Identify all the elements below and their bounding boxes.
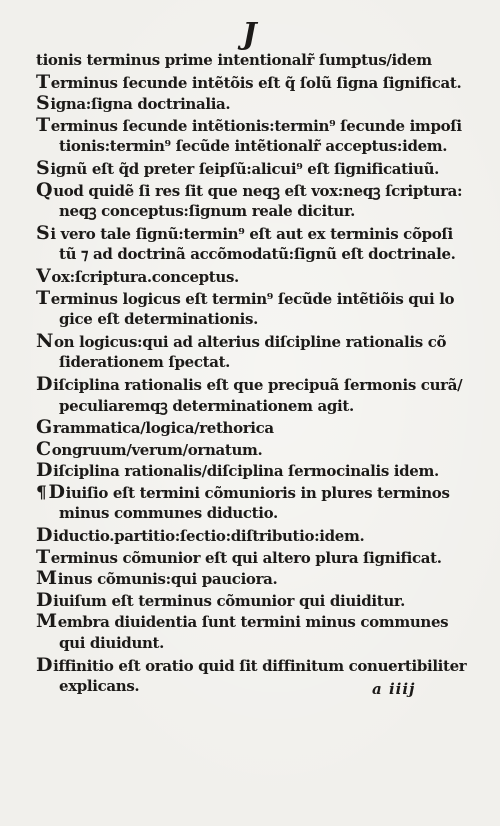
text-line bbox=[36, 288, 468, 310]
line-initial: D bbox=[36, 654, 53, 676]
line-initial: S bbox=[36, 222, 50, 244]
text-block bbox=[36, 50, 468, 698]
text-line bbox=[36, 655, 468, 677]
text-line bbox=[36, 503, 468, 525]
line-text: iſciplina rationalis eſt que precipuã ſermonis curã/ bbox=[53, 375, 463, 394]
text-line bbox=[36, 50, 468, 72]
line-initial: D bbox=[36, 460, 53, 482]
line-text: ſiderationem ſpectat. bbox=[59, 353, 231, 372]
line-text: iuiſum eſt terminus cõmunior qui diuiditur. bbox=[53, 591, 405, 610]
line-initial: M bbox=[36, 568, 57, 590]
line-text: iffinitio eſt oratio quid ſit diffinitum conuertibiliter bbox=[53, 656, 467, 675]
line-text: neqꝫ conceptus:ſignum reale dicitur. bbox=[59, 202, 356, 221]
text-line bbox=[36, 93, 468, 115]
line-initial: D bbox=[36, 373, 53, 395]
line-initial: G bbox=[36, 417, 52, 439]
text-line bbox=[36, 547, 468, 569]
line-text: erminus ſecunde intẽtõis eſt q̃ ſolũ ſigna ſignificat. bbox=[50, 73, 462, 92]
text-line bbox=[36, 72, 468, 94]
line-initial: T bbox=[36, 546, 50, 568]
line-text: inus cõmunis:qui pauciora. bbox=[57, 570, 278, 589]
text-line bbox=[36, 568, 468, 590]
text-line bbox=[36, 460, 468, 482]
text-line bbox=[36, 136, 468, 158]
text-line bbox=[36, 439, 468, 461]
line-initial: T bbox=[36, 71, 50, 93]
text-line bbox=[36, 266, 468, 288]
text-line bbox=[36, 482, 468, 504]
line-initial: V bbox=[36, 265, 51, 287]
text-line bbox=[36, 352, 468, 374]
line-text: rammatica/logica/rethorica bbox=[52, 419, 274, 438]
line-text: tionis terminus prime intentionalr̃ ſumptus/idem bbox=[36, 51, 432, 69]
line-initial: C bbox=[36, 438, 51, 460]
line-text: uod quidẽ ſi res ſit que neqꝫ eſt vox:neqꝫ ſcriptura: bbox=[53, 181, 463, 200]
signature-mark: a iiij bbox=[372, 680, 416, 698]
pilcrow-mark: ¶ bbox=[36, 482, 47, 503]
line-text: ongruum/verum/ornatum. bbox=[51, 440, 263, 459]
text-line bbox=[36, 201, 468, 223]
line-text: igna:ſigna doctrinalia. bbox=[50, 95, 231, 114]
line-text: tionis:termin⁹ ſecũde intẽtionalr̃ acceptus:idem. bbox=[59, 137, 448, 156]
text-line bbox=[36, 396, 468, 418]
text-line bbox=[36, 115, 468, 137]
line-initial: T bbox=[36, 287, 50, 309]
line-text: embra diuidentia ſunt termini minus communes bbox=[57, 613, 449, 632]
line-text: iuiſio eſt termini cõmunioris in plures terminos bbox=[65, 483, 450, 502]
line-text: minus communes diductio. bbox=[59, 504, 278, 523]
line-text: iſciplina rationalis/diſciplina ſermocinalis idem. bbox=[53, 462, 439, 481]
line-text: ox:ſcriptura.conceptus. bbox=[51, 267, 239, 286]
line-text: i vero tale ſignũ:termin⁹ eſt aut ex terminis cõpoſi bbox=[50, 224, 453, 243]
text-line bbox=[36, 244, 468, 266]
line-text: erminus ſecunde intẽtionis:termin⁹ ſecunde impoſi bbox=[50, 116, 462, 135]
line-text: erminus cõmunior eſt qui altero plura ſignificat. bbox=[50, 548, 442, 567]
running-head-initial: J bbox=[242, 17, 258, 52]
line-initial: D bbox=[48, 481, 65, 503]
line-text: qui diuidunt. bbox=[59, 634, 165, 653]
text-line bbox=[36, 374, 468, 396]
text-line bbox=[36, 309, 468, 331]
text-line bbox=[36, 611, 468, 633]
line-text: tũ ⁊ ad doctrinã accõmodatũ:ſignũ eſt doctrinale. bbox=[59, 245, 456, 264]
text-line bbox=[36, 158, 468, 180]
text-line bbox=[36, 223, 468, 245]
line-initial: M bbox=[36, 611, 57, 633]
text-line bbox=[36, 633, 468, 655]
text-line bbox=[36, 331, 468, 353]
text-line bbox=[36, 525, 468, 547]
line-initial: Q bbox=[36, 179, 53, 201]
text-line bbox=[36, 417, 468, 439]
line-text: explicans. bbox=[59, 677, 140, 696]
line-text: peculiaremqꝫ determinationem agit. bbox=[59, 396, 354, 415]
line-initial: D bbox=[36, 589, 53, 611]
line-text: gice eſt determinationis. bbox=[59, 310, 258, 329]
line-initial: N bbox=[36, 330, 54, 352]
line-initial: S bbox=[36, 93, 50, 115]
line-initial: S bbox=[36, 157, 50, 179]
line-text: on logicus:qui ad alterius diſcipline rationalis cõ bbox=[54, 332, 447, 351]
text-line bbox=[36, 590, 468, 612]
text-line bbox=[36, 180, 468, 202]
line-text: iductio.partitio:ſectio:diſtributio:idem. bbox=[53, 527, 365, 546]
line-text: erminus logicus eſt termin⁹ ſecũde intẽtiõis qui lo bbox=[50, 289, 455, 308]
line-initial: D bbox=[36, 525, 53, 547]
line-text: ignũ eſt q̃d preter ſeipſũ:alicui⁹ eſt ſignificatiuũ. bbox=[50, 159, 440, 178]
line-initial: T bbox=[36, 114, 50, 136]
